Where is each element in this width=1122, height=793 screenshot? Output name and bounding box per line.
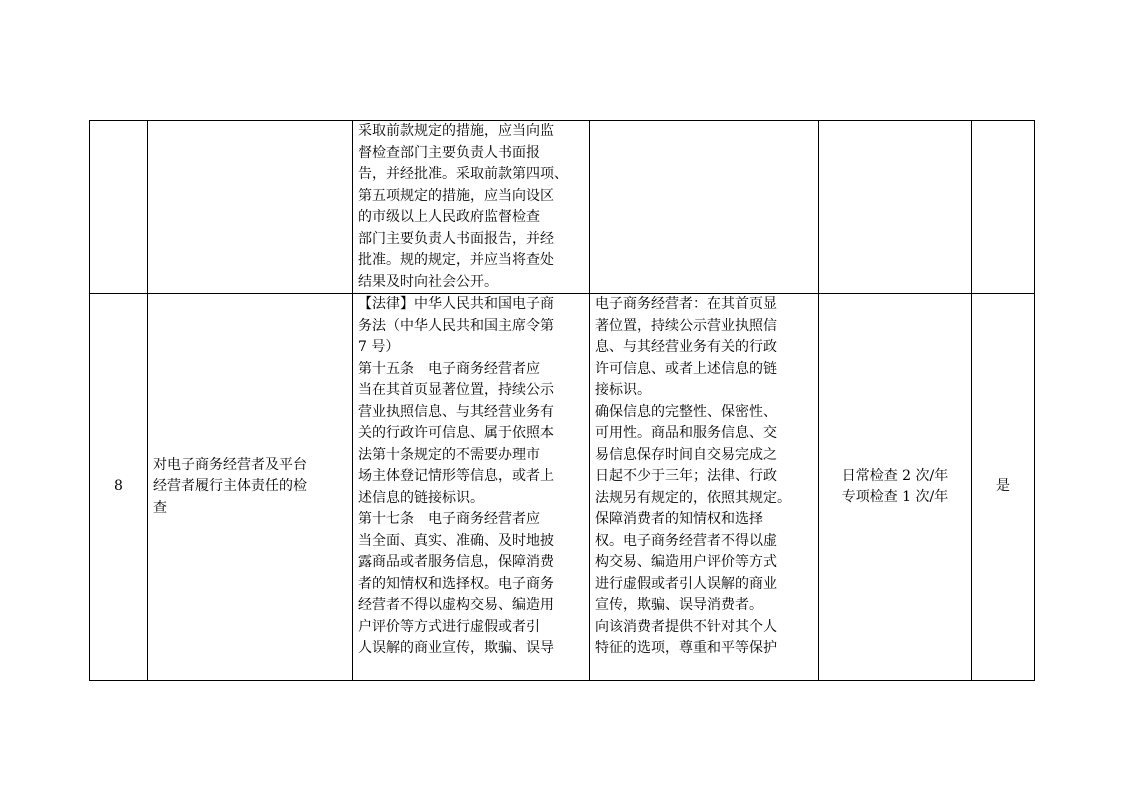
legal-basis-cell-line: 的市级以上人民政府监督检查 [358, 209, 540, 225]
legal-basis-cell-line: 批准。规的规定，并应当将查处 [358, 252, 554, 268]
legal-basis-cell [353, 294, 590, 681]
inspection-item-cell [148, 121, 353, 294]
legal-basis-cell-line: 务法（中华人民共和国主席令第 [358, 317, 554, 334]
flag-cell: 是 [972, 294, 1035, 681]
inspection-content-cell-line: 向该消费者提供不针对其个人 [595, 618, 777, 635]
inspection-content-cell-line: 可用性。商品和服务信息、交 [595, 425, 777, 441]
inspection-content-cell-line: 接标识。 [595, 382, 651, 398]
inspection-content-cell-line: 确保信息的完整性、保密性、 [595, 403, 777, 420]
inspection-frequency-cell-line: 专项检查 1 次/年 [841, 489, 949, 505]
legal-basis-cell-line: 7 号） [358, 339, 400, 355]
inspection-item-cell-line: 经营者履行主体责任的检 [153, 478, 307, 495]
inspection-content-cell [590, 294, 819, 681]
inspection-content-cell-line: 易信息保存时间自交易完成之 [595, 446, 777, 463]
inspection-content-cell-line: 电子商务经营者：在其首页显 [595, 296, 777, 312]
inspection-content-cell-line: 保障消费者的知情权和选择 [595, 511, 763, 527]
inspection-item-cell-line: 对电子商务经营者及平台 [153, 456, 307, 473]
flag-cell [972, 121, 1035, 294]
legal-basis-cell-line: 告，并经批准。采取前款第四项、 [358, 166, 568, 182]
inspection-item-cell-line: 查 [153, 499, 167, 516]
legal-basis-cell-line: 第十七条 电子商务经营者应 [358, 511, 540, 527]
legal-basis-cell-line: 【法律】中华人民共和国电子商 [358, 296, 554, 312]
inspection-content-cell-line: 息、与其经营业务有关的行政 [595, 339, 777, 355]
legal-basis-cell-line: 当全面、真实、准确、及时地披 [358, 532, 554, 549]
legal-basis-cell [353, 121, 590, 294]
legal-basis-cell-line: 营业执照信息、与其经营业务有 [358, 403, 554, 420]
inspection-content-cell-line: 宣传，欺骗、误导消费者。 [595, 597, 763, 613]
legal-basis-cell-line: 户评价等方式进行虚假或者引 [358, 618, 540, 635]
inspection-content-cell-line: 构交易、编造用户评价等方式 [595, 554, 777, 570]
legal-basis-cell-line: 采取前款规定的措施，应当向监 [358, 123, 554, 139]
inspection-content-cell-line: 特征的选项，尊重和平等保护 [595, 640, 777, 656]
legal-basis-cell-line: 者的知情权和选择权。电子商务 [358, 575, 554, 592]
legal-basis-cell-line: 当在其首页显著位置，持续公示 [358, 382, 554, 398]
inspection-content-cell [590, 121, 819, 294]
inspection-frequency-cell-line: 日常检查 2 次/年 [841, 467, 949, 484]
table-row [90, 121, 1035, 294]
legal-basis-cell-line: 场主体登记情形等信息，或者上 [358, 468, 554, 484]
legal-basis-cell-line: 法第十条规定的不需要办理市 [358, 446, 540, 463]
table-row [90, 294, 1035, 681]
legal-basis-cell-line: 露商品或者服务信息，保障消费 [358, 554, 554, 570]
legal-basis-cell-line: 经营者不得以虚构交易、编造用 [358, 597, 554, 613]
legal-basis-cell-line: 结果及时向社会公开。 [358, 273, 498, 290]
legal-basis-cell-line: 督检查部门主要负责人书面报 [358, 144, 540, 161]
legal-basis-cell-line: 部门主要负责人书面报告，并经 [358, 230, 554, 247]
legal-basis-cell-line: 第五项规定的措施，应当向设区 [358, 187, 554, 204]
legal-basis-cell-line: 第十五条 电子商务经营者应 [358, 360, 540, 377]
legal-basis-cell-line: 人误解的商业宣传，欺骗、误导 [358, 640, 554, 656]
inspection-table [89, 120, 1035, 681]
inspection-content-cell-line: 许可信息、或者上述信息的链 [595, 360, 777, 377]
legal-basis-cell-line: 述信息的链接标识。 [358, 489, 484, 506]
inspection-item-cell [148, 294, 353, 681]
inspection-content-cell-line: 权。电子商务经营者不得以虚 [595, 532, 777, 549]
inspection-content-cell-line: 进行虚假或者引人误解的商业 [595, 575, 777, 592]
inspection-frequency-cell [819, 294, 972, 681]
inspection-frequency-cell [819, 121, 972, 294]
inspection-content-cell-line: 著位置，持续公示营业执照信 [595, 317, 777, 334]
row-number-cell: 8 [90, 294, 148, 681]
inspection-content-cell-line: 法规另有规定的，依照其规定。 [595, 489, 791, 506]
row-number-cell [90, 121, 148, 294]
legal-basis-cell-line: 关的行政许可信息、属于依照本 [358, 425, 554, 441]
inspection-content-cell-line: 日起不少于三年；法律、行政 [595, 468, 777, 484]
